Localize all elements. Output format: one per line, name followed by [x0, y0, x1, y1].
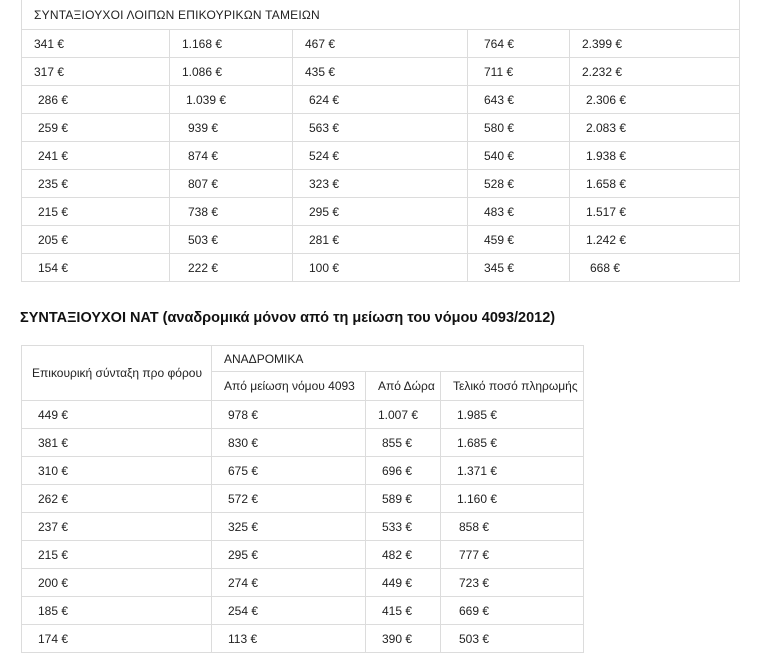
- table-cell: 524 €: [293, 142, 468, 170]
- table-cell: 241 €: [22, 142, 170, 170]
- table-title-row: [22, 0, 740, 30]
- table-cell: 503 €: [170, 226, 293, 254]
- table-cell: 2.399 €: [570, 30, 740, 58]
- table-cell: 174 €: [22, 625, 212, 653]
- group-header-row: [22, 346, 584, 372]
- table-cell: 254 €: [212, 597, 366, 625]
- table-cell: 807 €: [170, 170, 293, 198]
- table-cell: 341 €: [22, 30, 170, 58]
- nat-pensioners-table: [21, 345, 584, 653]
- table-cell: 274 €: [212, 569, 366, 597]
- table-row: [22, 226, 740, 254]
- table-cell: 723 €: [441, 569, 584, 597]
- table-cell: 668 €: [570, 254, 740, 282]
- table-cell: 281 €: [293, 226, 468, 254]
- table-cell: 259 €: [22, 114, 170, 142]
- table-cell: 325 €: [212, 513, 366, 541]
- table-cell: 2.083 €: [570, 114, 740, 142]
- pension-before-tax-header: Επικουρική σύνταξη προ φόρου: [22, 346, 212, 401]
- table-cell: 262 €: [22, 485, 212, 513]
- table-cell: 874 €: [170, 142, 293, 170]
- table-row: [22, 58, 740, 86]
- retroactive-group-header: ΑΝΑΔΡΟΜΙΚΑ: [212, 346, 584, 372]
- table-cell: 2.232 €: [570, 58, 740, 86]
- table-cell: 1.168 €: [170, 30, 293, 58]
- table-cell: 503 €: [441, 625, 584, 653]
- table-row: [22, 170, 740, 198]
- table-cell: 415 €: [366, 597, 441, 625]
- table-cell: 589 €: [366, 485, 441, 513]
- table-row: [22, 569, 584, 597]
- table-cell: 286 €: [22, 86, 170, 114]
- table-row: [22, 513, 584, 541]
- table-row: [22, 142, 740, 170]
- bonus-header: Από Δώρα: [366, 372, 441, 401]
- table-row: [22, 254, 740, 282]
- table-cell: 310 €: [22, 457, 212, 485]
- table-cell: 215 €: [22, 198, 170, 226]
- table-cell: 390 €: [366, 625, 441, 653]
- table-cell: 669 €: [441, 597, 584, 625]
- table-cell: 711 €: [468, 58, 570, 86]
- table-cell: 1.658 €: [570, 170, 740, 198]
- nat-section-heading: ΣΥΝΤΑΞΙΟΥΧΟΙ ΝΑΤ (αναδρομικά μόνον από τη μείωση του νόμου 4093/2012): [20, 310, 556, 326]
- table-cell: 235 €: [22, 170, 170, 198]
- table-cell: 1.685 €: [441, 429, 584, 457]
- table-row: [22, 198, 740, 226]
- table-cell: 1.371 €: [441, 457, 584, 485]
- table-cell: 449 €: [366, 569, 441, 597]
- table-cell: 295 €: [293, 198, 468, 226]
- table-cell: 830 €: [212, 429, 366, 457]
- table-cell: 185 €: [22, 597, 212, 625]
- table-cell: 777 €: [441, 541, 584, 569]
- table-title: ΣΥΝΤΑΞΙΟΥΧΟΙ ΛΟΙΠΩΝ ΕΠΙΚΟΥΡΙΚΩΝ ΤΑΜΕΙΩΝ: [22, 0, 740, 30]
- table-row: [22, 401, 584, 429]
- table-cell: 317 €: [22, 58, 170, 86]
- table-cell: 200 €: [22, 569, 212, 597]
- table-cell: 939 €: [170, 114, 293, 142]
- table-cell: 1.517 €: [570, 198, 740, 226]
- table-cell: 855 €: [366, 429, 441, 457]
- table-row: [22, 597, 584, 625]
- table-cell: 1.007 €: [366, 401, 441, 429]
- table-row: [22, 429, 584, 457]
- table-cell: 1.242 €: [570, 226, 740, 254]
- table-cell: 205 €: [22, 226, 170, 254]
- table-row: [22, 30, 740, 58]
- final-amount-header: Τελικό ποσό πληρωμής: [441, 372, 584, 401]
- table-cell: 1.039 €: [170, 86, 293, 114]
- other-funds-table: [21, 0, 740, 282]
- table-row: [22, 485, 584, 513]
- table-cell: 563 €: [293, 114, 468, 142]
- table-cell: 528 €: [468, 170, 570, 198]
- table-row: [22, 114, 740, 142]
- table-cell: 675 €: [212, 457, 366, 485]
- table-cell: 467 €: [293, 30, 468, 58]
- table-cell: 100 €: [293, 254, 468, 282]
- table-cell: 696 €: [366, 457, 441, 485]
- table-cell: 1.938 €: [570, 142, 740, 170]
- table-row: [22, 625, 584, 653]
- table-cell: 237 €: [22, 513, 212, 541]
- table-cell: 2.306 €: [570, 86, 740, 114]
- table-cell: 1.160 €: [441, 485, 584, 513]
- table-cell: 154 €: [22, 254, 170, 282]
- table-cell: 483 €: [468, 198, 570, 226]
- table-cell: 978 €: [212, 401, 366, 429]
- table-cell: 113 €: [212, 625, 366, 653]
- table-row: [22, 86, 740, 114]
- table-cell: 222 €: [170, 254, 293, 282]
- table-cell: 482 €: [366, 541, 441, 569]
- table-cell: 1.086 €: [170, 58, 293, 86]
- table-cell: 738 €: [170, 198, 293, 226]
- table-row: [22, 541, 584, 569]
- table-cell: 1.985 €: [441, 401, 584, 429]
- table-cell: 533 €: [366, 513, 441, 541]
- table-cell: 345 €: [468, 254, 570, 282]
- table-cell: 580 €: [468, 114, 570, 142]
- table-cell: 215 €: [22, 541, 212, 569]
- table-cell: 323 €: [293, 170, 468, 198]
- table-row: [22, 457, 584, 485]
- table-cell: 572 €: [212, 485, 366, 513]
- table-cell: 459 €: [468, 226, 570, 254]
- table-cell: 764 €: [468, 30, 570, 58]
- table-cell: 643 €: [468, 86, 570, 114]
- table-cell: 449 €: [22, 401, 212, 429]
- law-reduction-header: Από μείωση νόμου 4093: [212, 372, 366, 401]
- table-cell: 435 €: [293, 58, 468, 86]
- table-cell: 295 €: [212, 541, 366, 569]
- table-cell: 624 €: [293, 86, 468, 114]
- table-cell: 381 €: [22, 429, 212, 457]
- table-cell: 858 €: [441, 513, 584, 541]
- table-cell: 540 €: [468, 142, 570, 170]
